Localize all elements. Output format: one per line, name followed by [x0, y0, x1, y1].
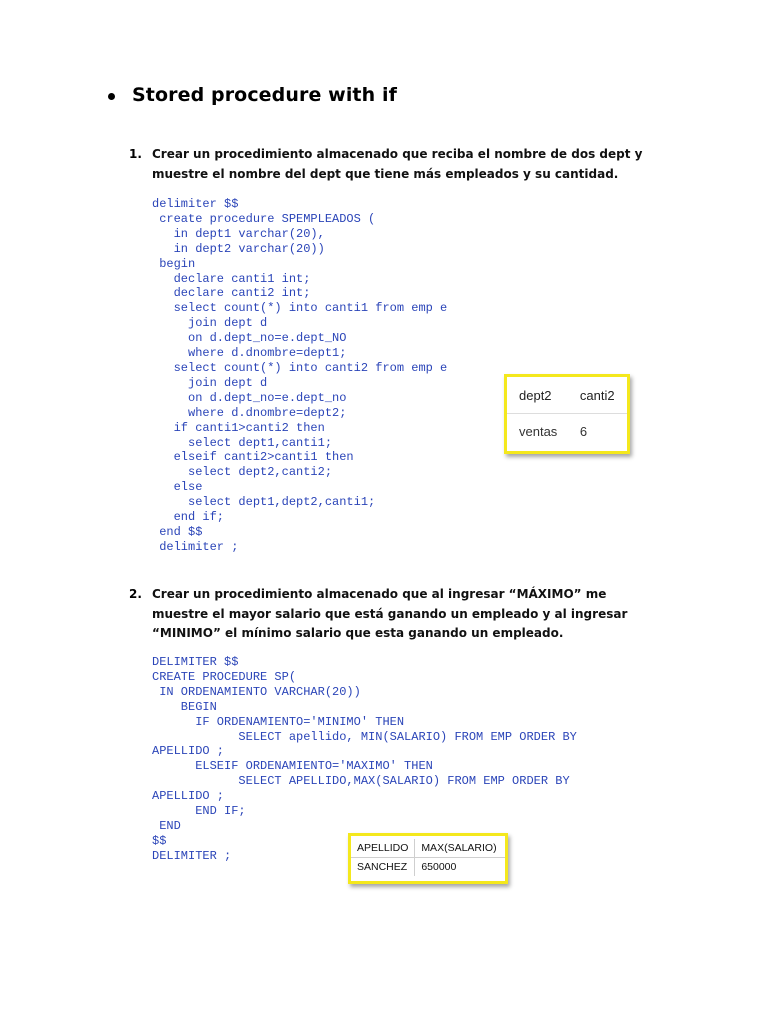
question-2 — [129, 585, 659, 644]
table-cell: 6 — [579, 424, 588, 439]
table-row — [351, 858, 505, 877]
result-table-1 — [504, 374, 630, 454]
bullet-icon — [108, 93, 115, 100]
column-header: MAX(SALARIO) — [415, 839, 505, 858]
question-text: Crear un procedimiento almacenado que al ingresar “MÁXIMO” me muestre el mayor salario que está ganando un empleado y al ingresar “MINIMO” el mínimo salario que esta ganando un empleado. — [152, 587, 628, 640]
column-header: dept2 — [519, 388, 552, 403]
question-number: 2. — [129, 587, 142, 601]
heading-text: Stored procedure with if — [132, 84, 397, 106]
table-cell: 650000 — [415, 858, 505, 877]
question-1 — [129, 145, 659, 184]
code-block-2: DELIMITER $$ CREATE PROCEDURE SP( IN ORDENAMIENTO VARCHAR(20)) BEGIN IF ORDENAMIENTO='MINIMO' THEN SELECT apellido, MIN(SALARIO) FROM EMP ORDER BY APELLIDO ; ELSEIF ORDENAMIENTO='MAXIMO' THEN SELECT APELLIDO,MAX(SALARIO) FROM EMP ORDER BY APELLIDO ; END IF; END $$ DELIMITER ; — [152, 655, 577, 863]
question-number: 1. — [129, 147, 142, 161]
section-heading — [108, 84, 397, 106]
question-text: Crear un procedimiento almacenado que reciba el nombre de dos dept y muestre el nombre del dept que tiene más empleados y su cantidad. — [152, 147, 643, 181]
table-cell: SANCHEZ — [357, 861, 408, 873]
result-table-2 — [348, 833, 508, 884]
column-header: APELLIDO — [351, 839, 415, 858]
column-header: canti2 — [579, 388, 615, 403]
table-row — [507, 414, 627, 440]
code-block-1: delimiter $$ create procedure SPEMPLEADOS ( in dept1 varchar(20), in dept2 varchar(20)) begin declare canti1 int; declare canti2 int; select count(*) into canti1 from emp e join dept d on d.dept_no=e.dept_NO where d.dnombre=dept1; select count(*) into canti2 from emp e join dept d on d.dept_no=e.dept_no where d.dnombre=dept2; if canti1>canti2 then select dept1,canti1; elseif canti2>canti1 then select dept2,canti2; else select dept1,dept2,canti1; end if; end $$ delimiter ; — [152, 197, 448, 554]
table-cell: ventas — [519, 424, 558, 439]
